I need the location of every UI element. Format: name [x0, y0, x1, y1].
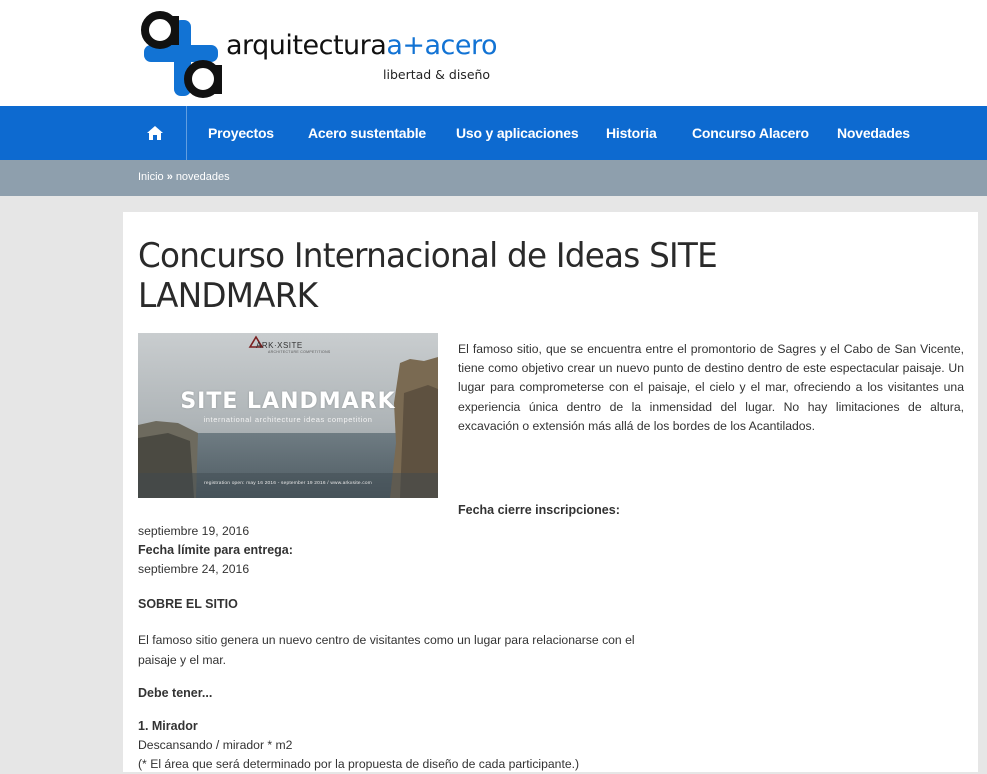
nav-item-uso-y-aplicaciones[interactable]: Uso y aplicaciones [456, 125, 579, 141]
image-brand-text: ARK·XSITE [256, 341, 303, 350]
breadcrumb-bar [0, 160, 987, 196]
closing-date-value: septiembre 19, 2016 [138, 524, 250, 538]
closing-date-label: Fecha cierre inscripciones: [458, 503, 620, 517]
article-body [138, 522, 698, 774]
item-1-line-2: (* El área que será determinado por la propuesta de diseño de cada participante.) [138, 757, 580, 771]
about-heading: SOBRE EL SITIO [138, 597, 238, 611]
image-title-text: SITE LANDMARK [180, 389, 396, 414]
nav-item-novedades[interactable]: Novedades [837, 125, 910, 141]
must-have-heading: Debe tener... [138, 686, 213, 700]
home-icon [147, 126, 163, 140]
logo-tagline: libertad & diseño [383, 67, 491, 82]
breadcrumb-current-link[interactable]: novedades [175, 171, 230, 183]
page-title: Concurso Internacional de Ideas SITE LANDMARK [138, 236, 717, 316]
nav-item-acero-sustentable[interactable]: Acero sustentable [308, 125, 426, 141]
about-text-line-2: paisaje y el mar. [138, 653, 227, 667]
logo-wordmark: arquitecturaa+acero [226, 30, 498, 61]
deadline-value: septiembre 24, 2016 [138, 562, 250, 576]
image-brand-subtext: ARCHITECTURE COMPETITIONS [268, 350, 331, 354]
article-image[interactable] [138, 333, 438, 498]
item-1-line-1: Descansando / mirador * m2 [138, 738, 293, 752]
site-logo[interactable] [140, 8, 500, 100]
article-intro: El famoso sitio, que se encuentra entre el promontorio de Sagres y el Cabo de San Vicente, tiene como objetivo crear un nuevo punto de destino dentro de este espectacular paisaje. Un lugar para comprometerse con el paisaje, el cielo y el mar, ofreciendo a los visitantes una experiencia única dentro de la inmensidad del lugar. No hay limitaciones de altura, excavación o extensión más allá de los bordes de los Acantilados. [458, 342, 964, 433]
nav-home-button[interactable] [123, 106, 187, 160]
about-text-line-1: El famoso sitio genera un nuevo centro de visitantes como un lugar para relacionarse con el [138, 633, 635, 647]
breadcrumb [138, 171, 230, 183]
logo-mark-icon [140, 8, 222, 98]
image-subtitle-text: international architecture ideas competition [203, 415, 373, 424]
item-1-title: 1. Mirador [138, 719, 198, 733]
image-footer-text: registration open: may 16 2016 - september 19 2016 / www.arkxsite.com [204, 481, 372, 486]
breadcrumb-home-link[interactable]: Inicio [138, 171, 164, 183]
main-navbar [0, 106, 987, 160]
site-header [0, 0, 987, 106]
nav-item-historia[interactable]: Historia [606, 125, 657, 141]
article-panel [123, 212, 978, 772]
breadcrumb-separator: » [166, 171, 173, 183]
nav-item-proyectos[interactable]: Proyectos [208, 125, 274, 141]
deadline-label: Fecha límite para entrega: [138, 543, 293, 557]
nav-item-concurso-alacero[interactable]: Concurso Alacero [692, 125, 809, 141]
